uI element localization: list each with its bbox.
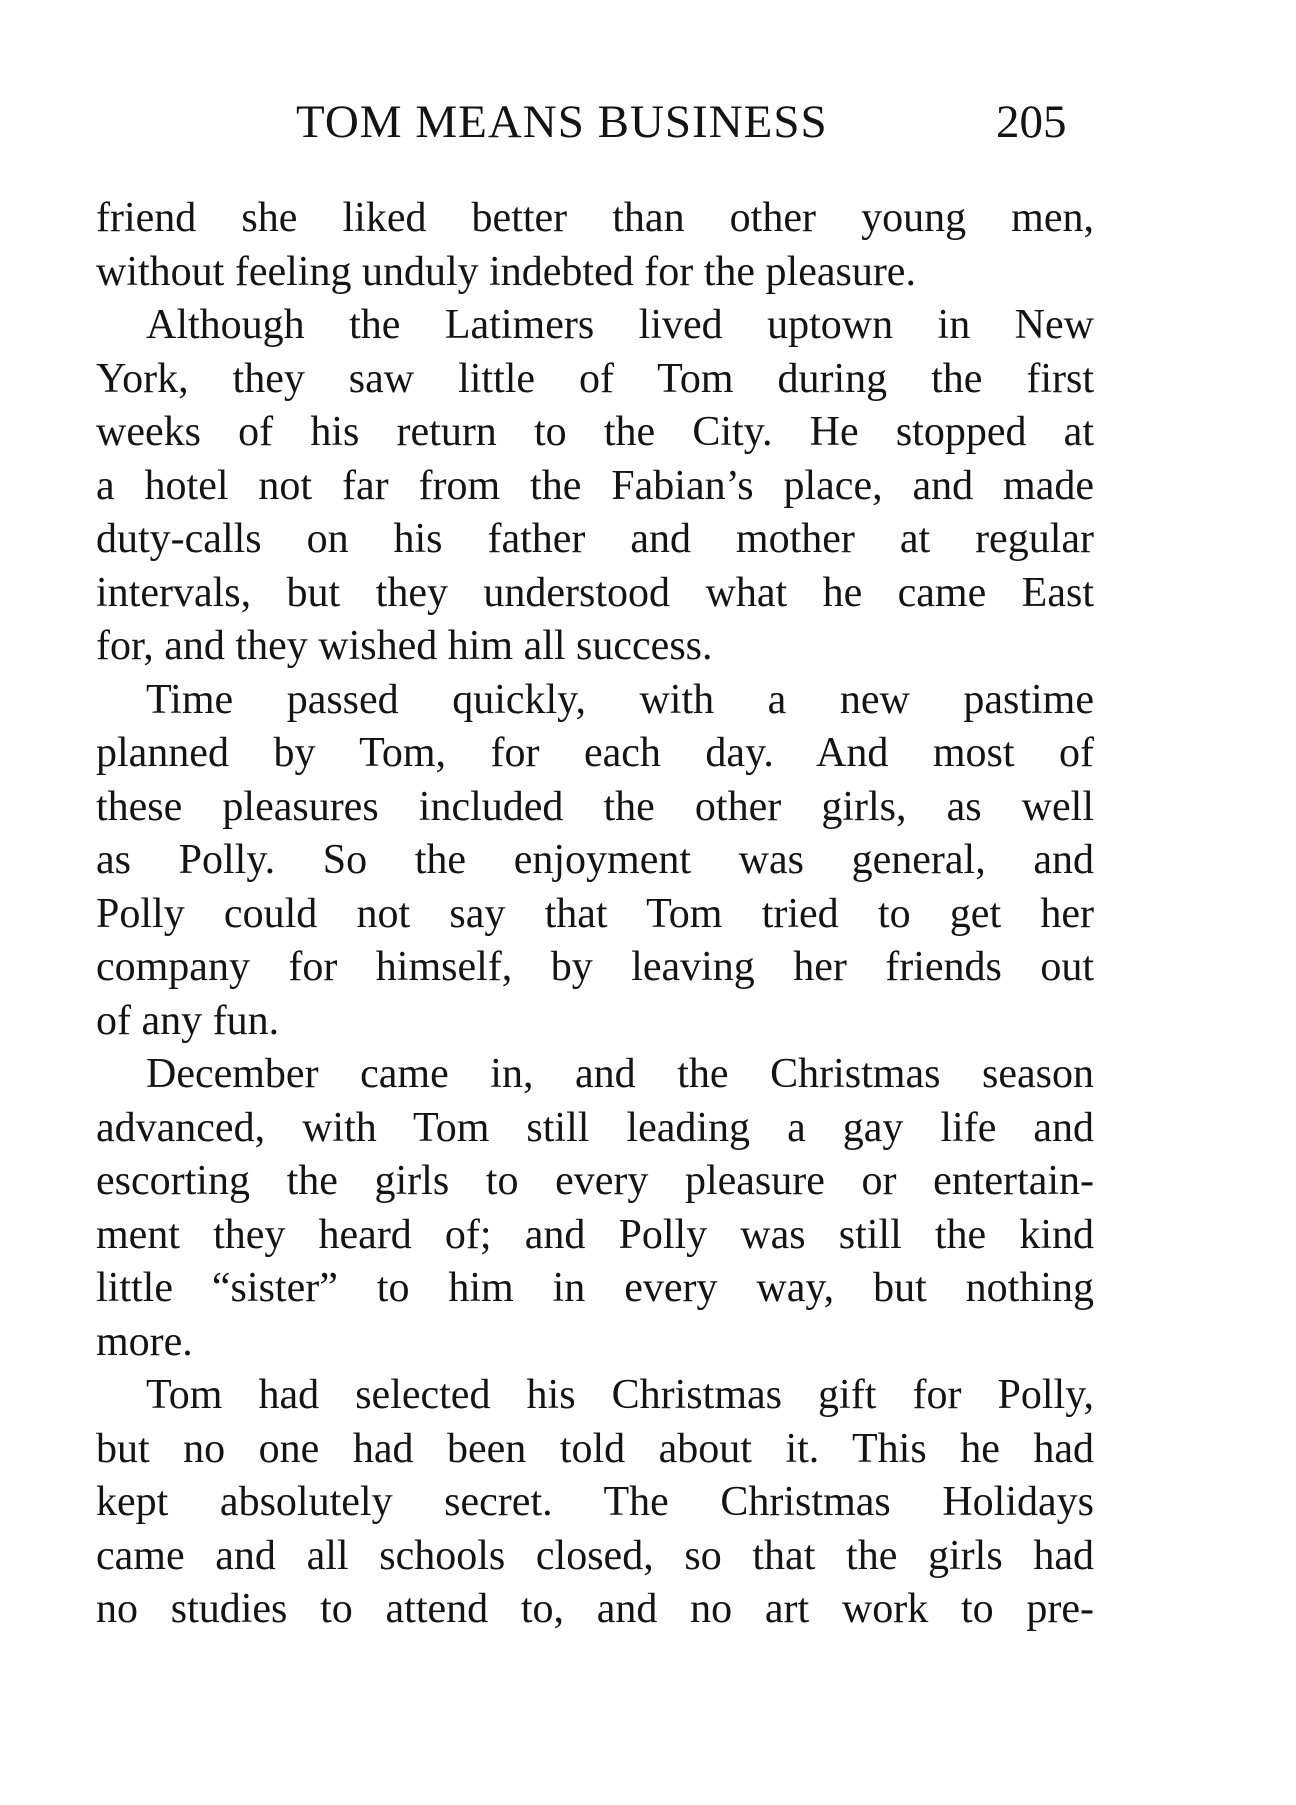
text-line: Polly could not say that Tom tried to get her	[96, 890, 1094, 937]
text-line: escorting the girls to every pleasure or entertain-	[96, 1158, 1094, 1204]
text-line: more.	[96, 1318, 193, 1365]
text-line: but no one had been told about it. This he had	[96, 1425, 1094, 1472]
text-line: friend she liked better than other young men,	[96, 195, 1094, 241]
text-line: no studies to attend to, and no art work to pre-	[96, 1586, 1094, 1632]
text-line: York, they saw little of Tom during the first	[96, 355, 1094, 402]
text-line: Although the Latimers lived uptown in New	[146, 302, 1094, 348]
text-line: company for himself, by leaving her friends out	[96, 944, 1094, 990]
text-line: duty-calls on his father and mother at regular	[96, 516, 1094, 562]
running-head	[96, 92, 1096, 152]
text-line: weeks of his return to the City. He stopped at	[96, 409, 1094, 455]
text-line: of any fun.	[96, 997, 280, 1044]
text-line: kept absolutely secret. The Christmas Holidays	[96, 1479, 1094, 1525]
text-line: for, and they wished him all success.	[96, 623, 713, 669]
text-line: advanced, with Tom still leading a gay life and	[96, 1104, 1094, 1151]
text-line: December came in, and the Christmas season	[146, 1051, 1094, 1097]
body-text	[96, 192, 1094, 1637]
text-line: Tom had selected his Christmas gift for Polly,	[146, 1372, 1094, 1418]
text-line: Time passed quickly, with a new pastime	[146, 676, 1094, 723]
text-line: as Polly. So the enjoyment was general, and	[96, 837, 1094, 883]
text-line: came and all schools closed, so that the girls had	[96, 1532, 1094, 1579]
text-line: planned by Tom, for each day. And most of	[96, 730, 1094, 776]
running-title: TOM MEANS BUSINESS	[296, 96, 828, 148]
text-line: these pleasures included the other girls, as well	[96, 783, 1094, 830]
text-line: intervals, but they understood what he came East	[96, 569, 1094, 616]
text-line: ment they heard of; and Polly was still the kind	[96, 1211, 1094, 1258]
text-line: without feeling unduly indebted for the pleasure.	[96, 248, 916, 295]
page-number: 205	[996, 96, 1067, 148]
text-line: little “sister” to him in every way, but nothing	[96, 1265, 1094, 1311]
text-line: a hotel not far from the Fabian’s place, and made	[96, 462, 1094, 509]
